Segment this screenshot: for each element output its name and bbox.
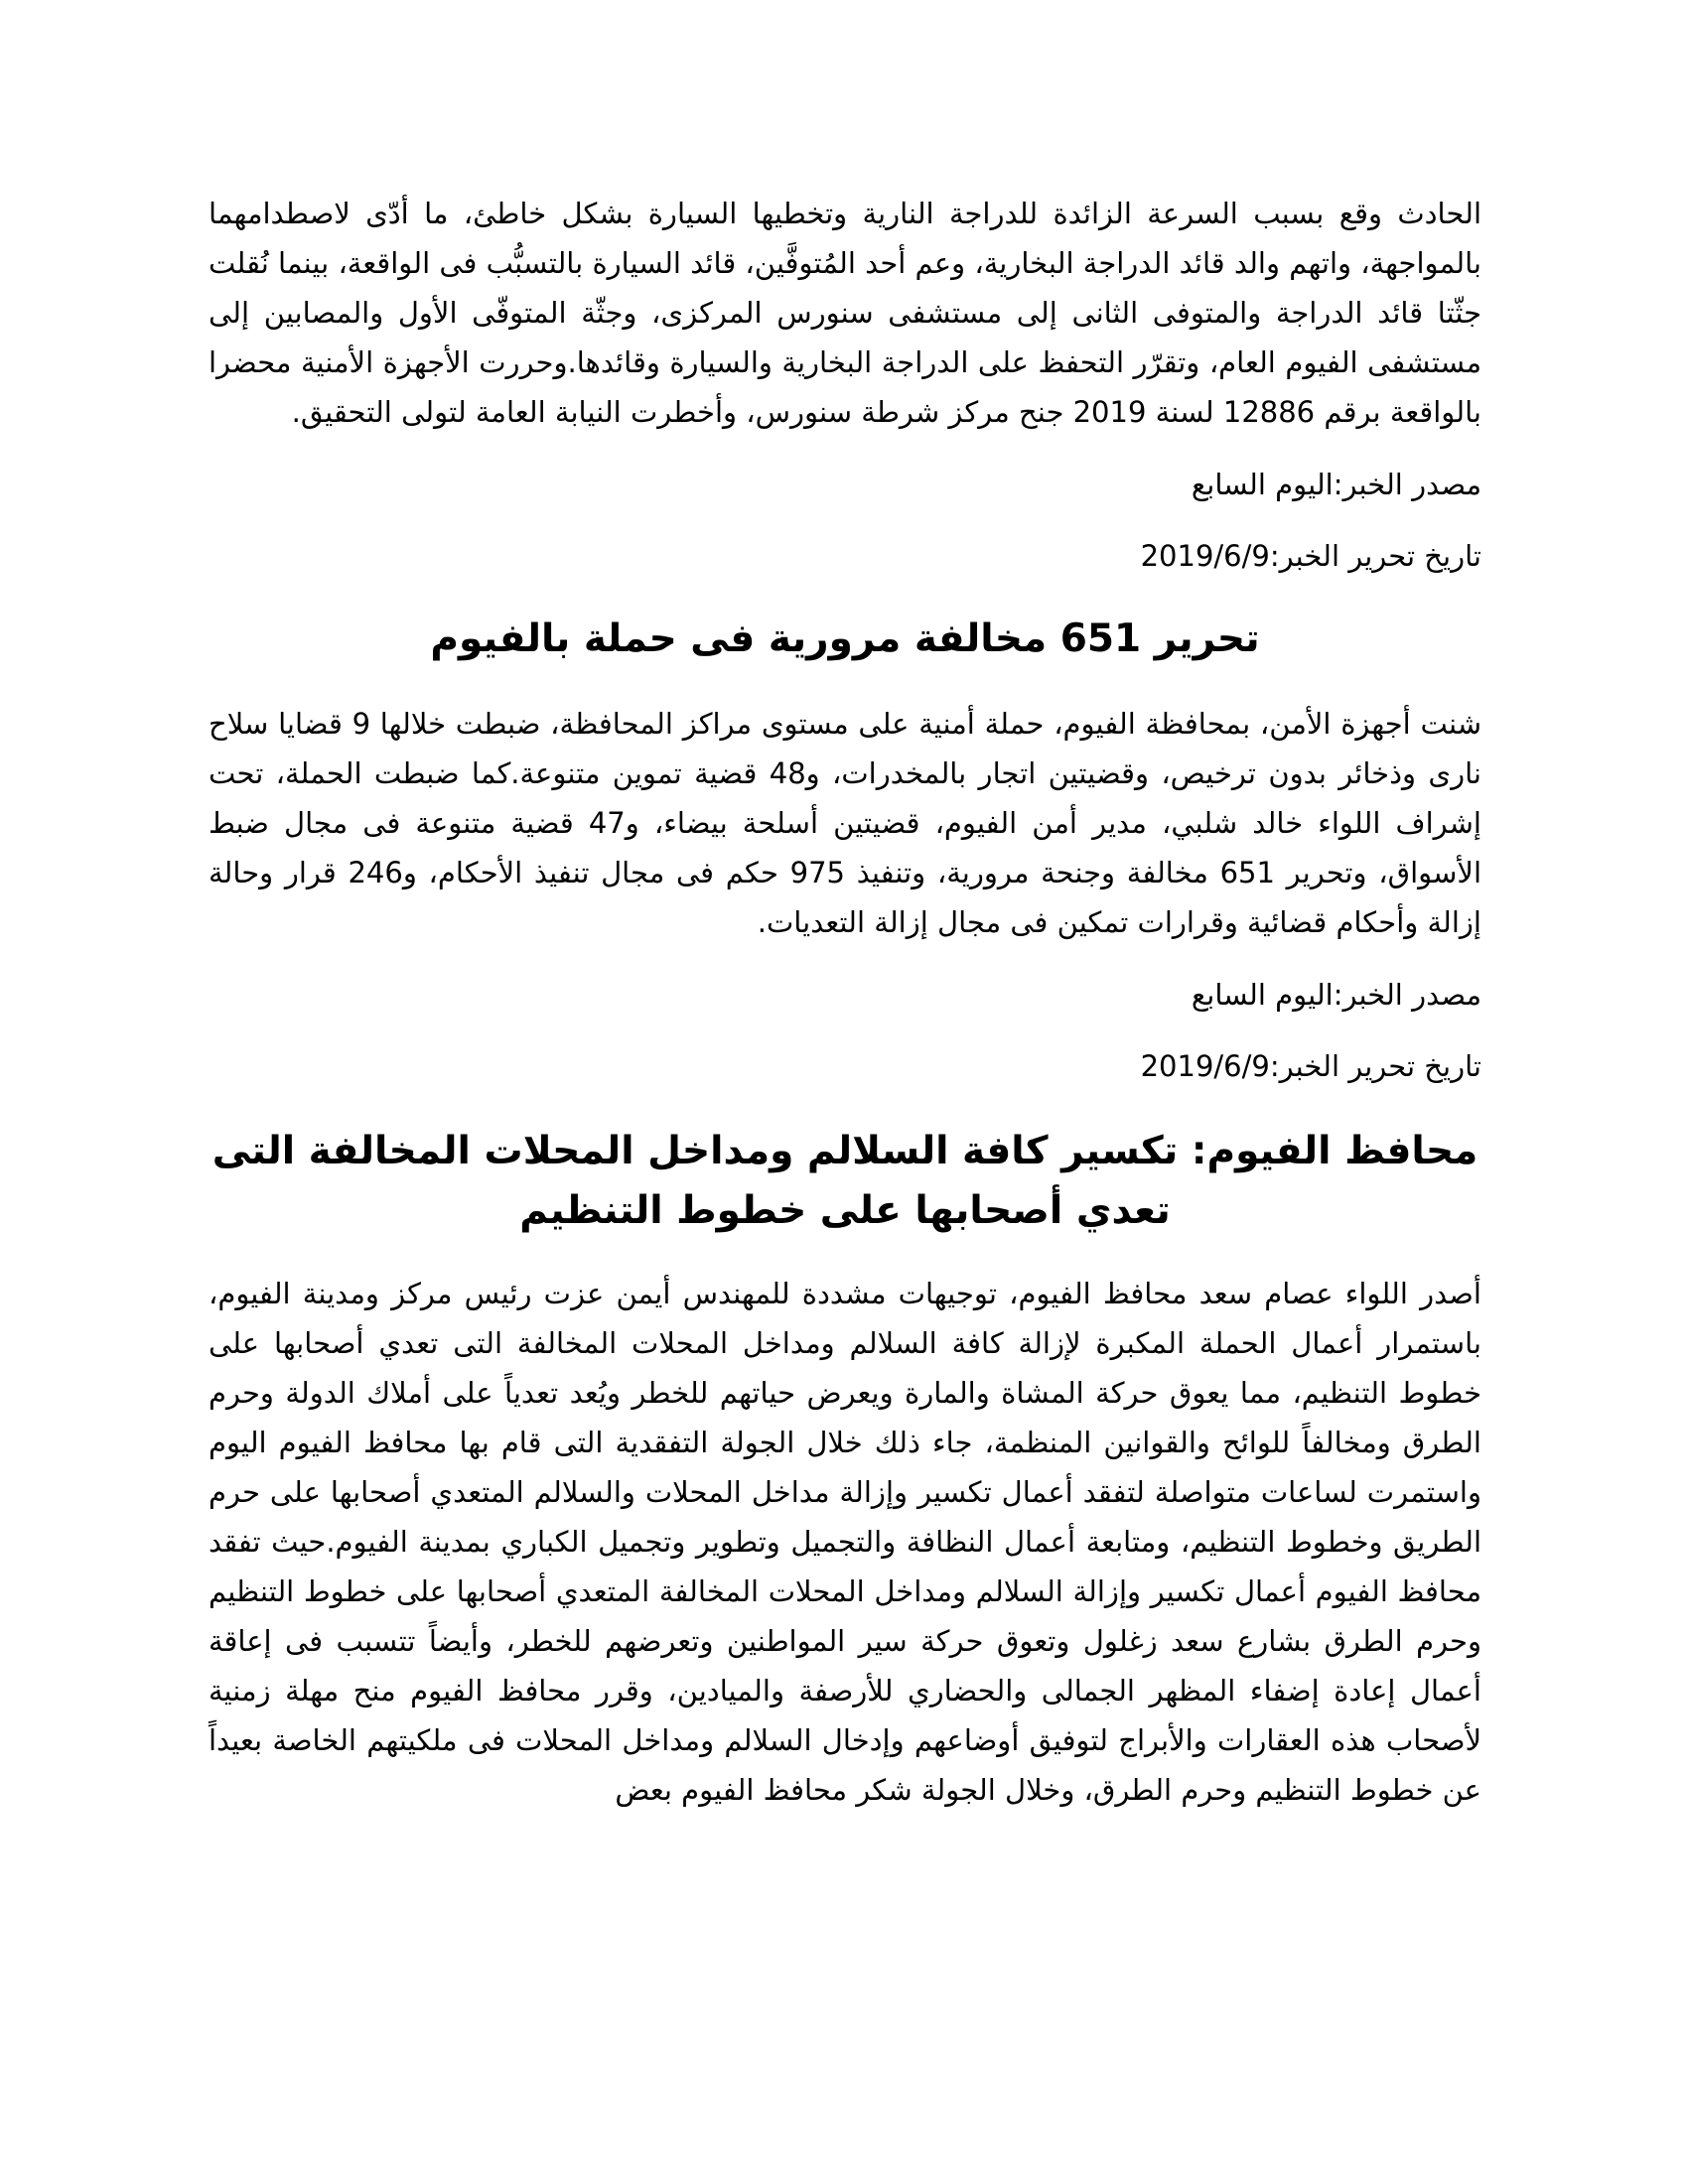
document-page <box>209 189 1481 1815</box>
article2-source: مصدر الخبر:اليوم السابع <box>1191 978 1481 1012</box>
article2-date: تاريخ تحرير الخبر:2019/6/9 <box>1140 1049 1481 1083</box>
article1-date: تاريخ تحرير الخبر:2019/6/9 <box>1140 539 1481 573</box>
article3-title: محافظ الفيوم: تكسير كافة السلالم ومداخل المحلات المخالفة التى تعدي أصحابها على خطوط التنظيم <box>211 1129 1478 1233</box>
article1-source: مصدر الخبر:اليوم السابع <box>1191 468 1481 501</box>
article3-body: أصدر اللواء عصام سعد محافظ الفيوم، توجيهات مشددة للمهندس أيمن عزت رئيس مركز ومدينة الفيوم، باستمرار أعمال الحملة المكبرة لإزالة كافة السلالم ومداخل المحلات المخالفة التى تعدي أصحابها على خطوط التنظيم، مما يعوق حركة المشاة والمارة ويعرض حياتهم للخطر ويُعد تعدياً على أملاك الدولة وحرم الطرق ومخالفاً للوائح والقوانين المنظمة، جاء ذلك خلال الجولة التفقدية التى قام بها محافظ الفيوم اليوم واستمرت لساعات متواصلة لتفقد أعمال تكسير وإزالة مداخل المحلات والسلالم المتعدي أصحابها على حرم الطريق وخطوط التنظيم، ومتابعة أعمال النظافة والتجميل وتطوير وتجميل الكباري بمدينة الفيوم.حيث تفقد محافظ الفيوم أعمال تكسير وإزالة السلالم ومداخل المحلات المخالفة المتعدي أصحابها على خطوط التنظيم وحرم الطرق بشارع سعد زغلول وتعوق حركة سير المواطنين وتعرضهم للخطر، وأيضاً تتسبب فى إعاقة أعمال إعادة إضفاء المظهر الجمالى والحضاري للأرصفة والميادين، وقرر محافظ الفيوم منح مهلة زمنية لأصحاب هذه العقارات والأبراج لتوفيق أوضاعهم وإدخال السلالم ومداخل المحلات فى ملكيتهم الخاصة بعيداً عن خطوط التنظيم وحرم الطرق، وخلال الجولة شكر محافظ الفيوم بعض <box>209 1277 1481 1807</box>
article1-body: الحادث وقع بسبب السرعة الزائدة للدراجة النارية وتخطيها السيارة بشكل خاطئ، ما أدّى لاصطدامهما بالمواجهة، واتهم والد قائد الدراجة البخارية، وعم أحد المُتوفَّين، قائد السيارة بالتسبُّب فى الواقعة، بينما نُقلت جثّتا قائد الدراجة والمتوفى الثانى إلى مستشفى سنورس المركزى، وجثّة المتوفّى الأول والمصابين إلى مستشفى الفيوم العام، وتقرّر التحفظ على الدراجة البخارية والسيارة وقائدها.وحررت الأجهزة الأمنية محضرا بالواقعة برقم 12886 لسنة 2019 جنح مركز شرطة سنورس، وأخطرت النيابة العامة لتولى التحقيق. <box>209 197 1481 429</box>
article2-title: تحرير 651 مخالفة مرورية فى حملة بالفيوم <box>430 616 1260 661</box>
article2-body: شنت أجهزة الأمن، بمحافظة الفيوم، حملة أمنية على مستوى مراكز المحافظة، ضبطت خلالها 9 قضايا سلاح نارى وذخائر بدون ترخيص، وقضيتين اتجار بالمخدرات، و48 قضية تموين متنوعة.كما ضبطت الحملة، تحت إشراف اللواء خالد شلبي، مدير أمن الفيوم، قضيتين أسلحة بيضاء، و47 قضية متنوعة فى مجال ضبط الأسواق، وتحرير 651 مخالفة وجنحة مرورية، وتنفيذ 975 حكم فى مجال تنفيذ الأحكام، و246 قرار وحالة إزالة وأحكام قضائية وقرارات تمكين فى مجال إزالة التعديات. <box>209 707 1482 939</box>
